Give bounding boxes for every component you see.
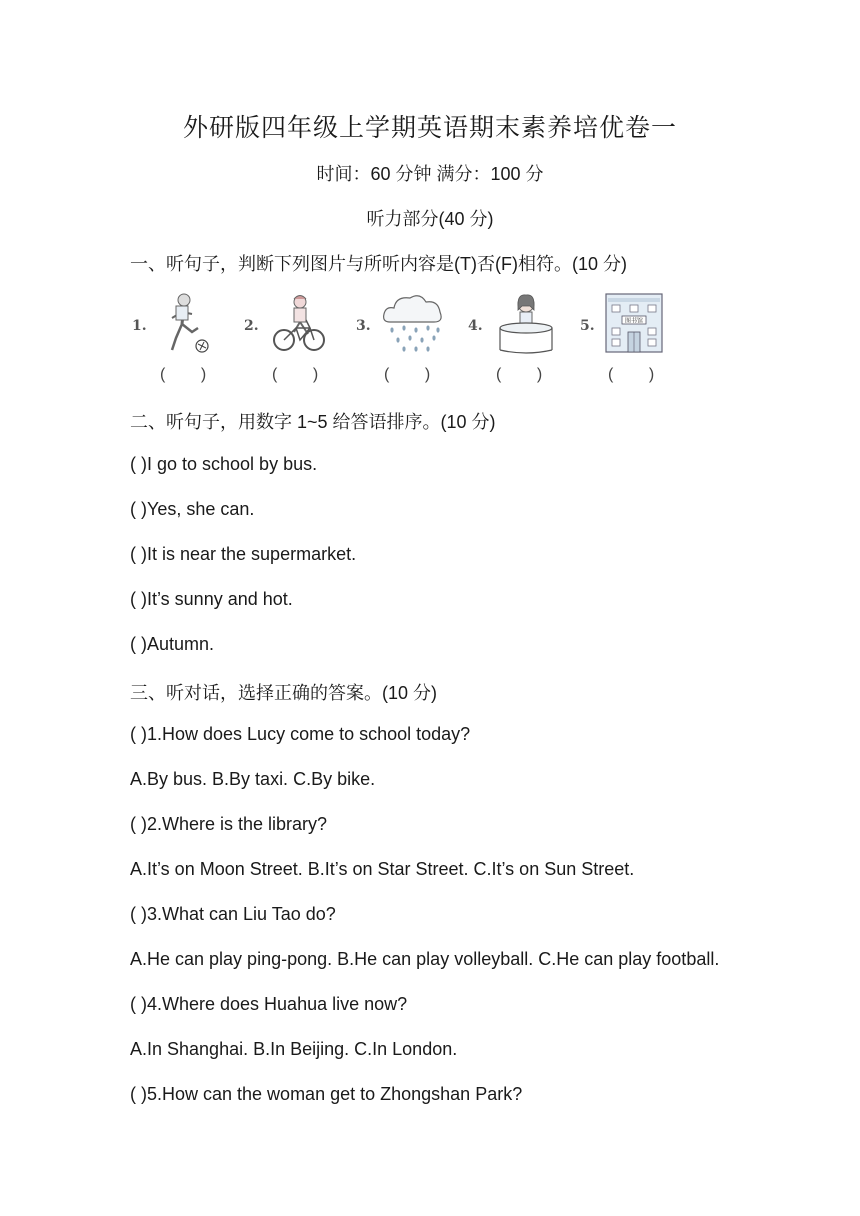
library-building-icon (604, 292, 664, 354)
ordering-line-1: ( )I go to school by bus. (130, 454, 318, 474)
question-2: ( )2.Where is the library? (130, 814, 328, 834)
picture-number-4: 4. (468, 318, 483, 334)
section-1-heading: 一、听句子，判断下列图片与所听内容是(T)否(F)相符。(10 分) (130, 254, 627, 274)
listening-part-heading: 听力部分(40 分) (366, 209, 494, 229)
picture-number-1: 1. (132, 318, 147, 334)
question-1: ( )1.How does Lucy come to school today? (130, 724, 471, 744)
boy-kicking-ball-icon (160, 292, 214, 354)
question-3: ( )3.What can Liu Tao do? (130, 904, 336, 924)
question-5: ( )5.How can the woman get to Zhongshan Park? (130, 1084, 523, 1104)
girl-behind-table-icon (496, 292, 556, 354)
picture-answer-1[interactable]: ( ) (160, 366, 207, 383)
picture-answer-2[interactable]: ( ) (272, 366, 319, 383)
picture-number-3: 3. (356, 318, 371, 334)
question-4-options: A.In Shanghai. B.In Beijing. C.In London. (130, 1039, 458, 1059)
question-2-options: A.It’s on Moon Street. B.It’s on Star Street. C.It’s on Sun Street. (130, 859, 635, 879)
section-3-heading: 三、听对话，选择正确的答案。(10 分) (130, 683, 438, 703)
section-2-heading: 二、听句子，用数字 1~5 给答语排序。(10 分) (130, 412, 496, 432)
picture-answer-row (130, 366, 690, 388)
rain-cloud-icon (380, 292, 444, 354)
ordering-line-2: ( )Yes, she can. (130, 499, 255, 519)
picture-answer-4[interactable]: ( ) (496, 366, 543, 383)
girl-riding-bike-icon (270, 292, 328, 354)
page-title: 外研版四年级上学期英语期末素养培优卷一 (182, 113, 677, 142)
picture-number-2: 2. (244, 318, 259, 334)
picture-answer-5[interactable]: ( ) (608, 366, 655, 383)
question-4: ( )4.Where does Huahua live now? (130, 994, 408, 1014)
ordering-line-5: ( )Autumn. (130, 634, 215, 654)
picture-answer-3[interactable]: ( ) (384, 366, 431, 383)
library-sign: 图书馆 (624, 317, 644, 325)
question-3-options: A.He can play ping-pong. B.He can play volleyball. C.He can play football. (130, 949, 720, 969)
exam-time-score: 时间：60 分钟 满分：100 分 (316, 164, 544, 184)
ordering-line-3: ( )It is near the supermarket. (130, 544, 357, 564)
question-1-options: A.By bus. B.By taxi. C.By bike. (130, 769, 376, 789)
picture-number-5: 5. (580, 318, 595, 334)
ordering-line-4: ( )It’s sunny and hot. (130, 589, 293, 609)
